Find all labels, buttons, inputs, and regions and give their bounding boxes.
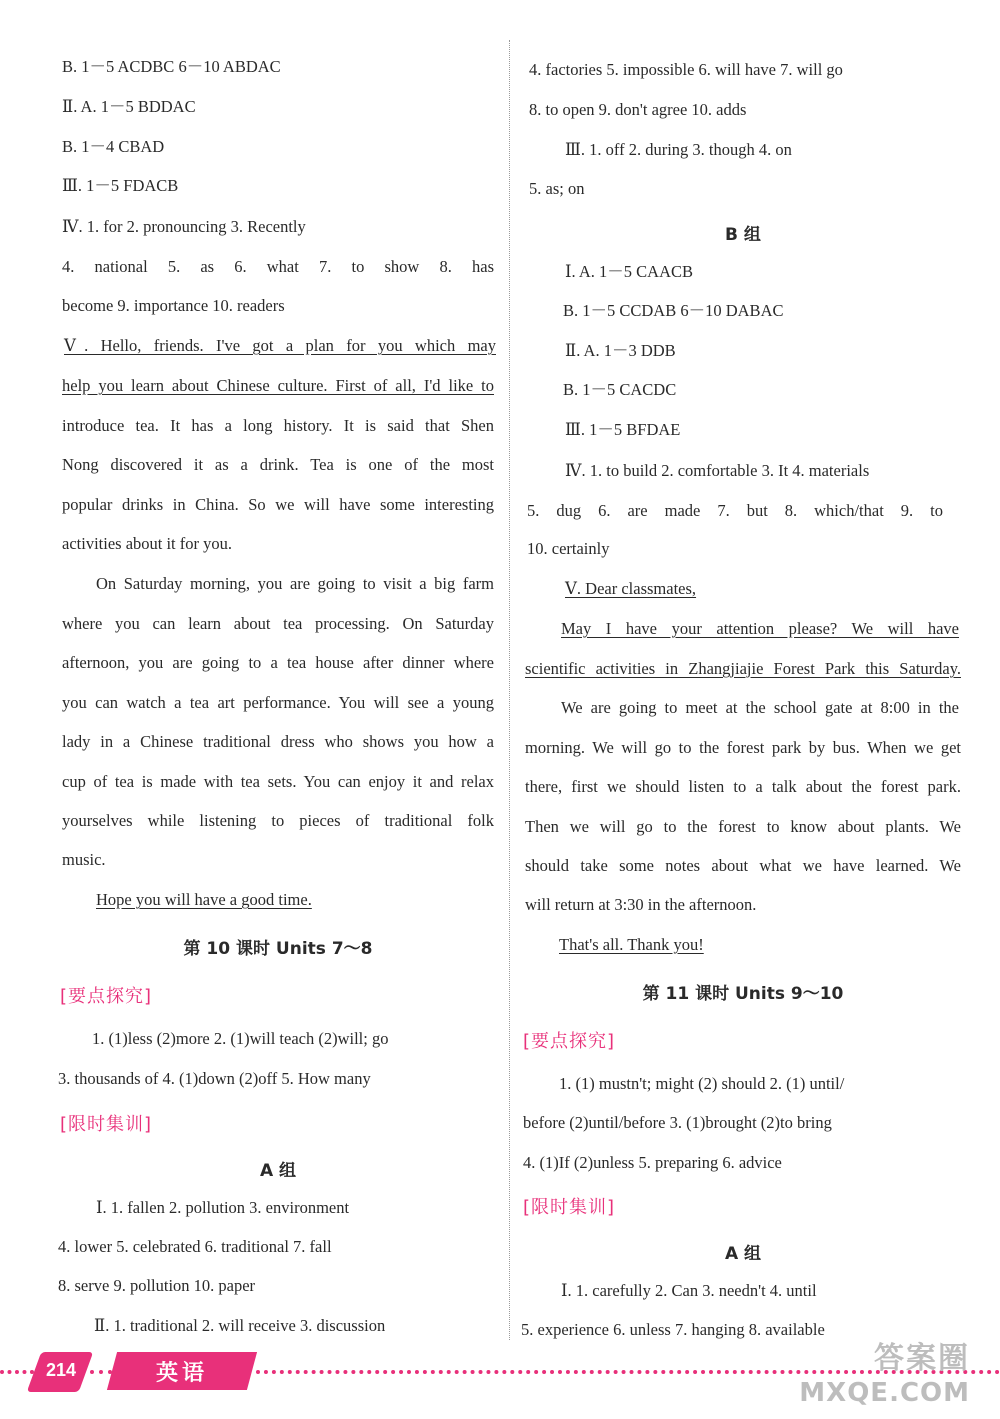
answer-line: 1. (1)less (2)more 2. (1)will teach (2)will; go	[92, 1029, 389, 1048]
answer-line: 10. certainly	[527, 539, 610, 558]
answer-line: Ⅰ. 1. fallen 2. pollution 3. environment	[96, 1198, 350, 1217]
page-number: 214	[45, 1360, 77, 1380]
section-tag: [限时集训]	[523, 1197, 616, 1218]
essay-line: Then we will go to the forest to know about plants. We	[525, 817, 961, 836]
answer-line: 4. lower 5. celebrated 6. traditional 7. fall	[58, 1237, 332, 1256]
essay-line: will return at 3:30 in the afternoon.	[525, 895, 757, 914]
essay-line: Ⅴ. Dear classmates,	[565, 579, 697, 598]
essay-line: scientific activities in Zhangjiajie Forest Park this Saturday.	[525, 659, 961, 678]
essay-line: popular drinks in China. So we will have some interesting	[62, 495, 494, 514]
answer-line: Ⅳ. 1. for 2. pronouncing 3. Recently	[62, 217, 306, 236]
essay-line: music.	[62, 850, 106, 869]
answer-line: Ⅱ. A. 1－3 DDB	[565, 341, 676, 360]
answer-line: 5. dug 6. are made 7. but 8. which/that 9. to	[527, 501, 943, 520]
group-heading: A 组	[259, 1161, 297, 1181]
watermark-line: 答案圈	[874, 1341, 970, 1376]
essay-line: lady in a Chinese traditional dress who shows you how a	[62, 732, 494, 751]
lesson-title: 第 10 课时 Units 7～8	[183, 939, 373, 959]
essay-line: Ⅴ. Hello, friends. I've got a plan for you which may	[64, 336, 496, 355]
essay-line: We are going to meet at the school gate at 8:00 in the	[561, 698, 959, 717]
essay-line: should take some notes about what we have learned. We	[525, 856, 961, 875]
answer-line: Ⅱ. 1. traditional 2. will receive 3. discussion	[94, 1316, 386, 1335]
essay-line: On Saturday morning, you are going to visit a big farm	[96, 574, 494, 593]
essay-line: there, first we should listen to a talk about the forest park.	[525, 777, 961, 796]
page-footer	[0, 1340, 1000, 1408]
subject-label: 英语	[155, 1361, 208, 1386]
answer-line: Ⅳ. 1. to build 2. comfortable 3. It 4. materials	[565, 461, 870, 480]
answer-line: before (2)until/before 3. (1)brought (2)to bring	[523, 1113, 832, 1132]
section-tag: [限时集训]	[60, 1114, 153, 1135]
essay-line: help you learn about Chinese culture. First of all, I'd like to	[62, 376, 494, 395]
essay-line: activities about it for you.	[62, 534, 233, 553]
footer-dots-mid	[90, 1370, 112, 1374]
essay-line: Nong discovered it as a drink. Tea is one of the most	[62, 455, 494, 474]
answer-line: 4. national 5. as 6. what 7. to show 8. has	[62, 257, 494, 276]
answer-line: become 9. importance 10. readers	[62, 296, 285, 315]
answer-line: 5. as; on	[529, 179, 585, 198]
essay-line: Hope you will have a good time.	[96, 890, 312, 909]
footer-dots-left	[0, 1370, 34, 1374]
answer-line: 4. (1)If (2)unless 5. preparing 6. advice	[523, 1153, 782, 1172]
essay-line: yourselves while listening to pieces of traditional folk	[62, 811, 494, 830]
lesson-title: 第 11 课时 Units 9～10	[642, 984, 844, 1004]
column-divider	[509, 40, 510, 1340]
group-heading: B 组	[725, 225, 761, 245]
answer-line: 4. factories 5. impossible 6. will have 7. will go	[529, 60, 843, 79]
answer-line: 3. thousands of 4. (1)down (2)off 5. How many	[58, 1069, 371, 1088]
answer-line: Ⅲ. 1. off 2. during 3. though 4. on	[565, 140, 792, 159]
essay-line: introduce tea. It has a long history. It is said that Shen	[62, 416, 494, 435]
group-heading: A 组	[724, 1244, 762, 1264]
essay-line: afternoon, you are going to a tea house after dinner where	[62, 653, 494, 672]
answer-line: 8. serve 9. pollution 10. paper	[58, 1276, 256, 1295]
answer-line: B. 1－4 CBAD	[62, 137, 165, 156]
answer-line: Ⅲ. 1－5 FDACB	[62, 176, 179, 195]
answer-line: B. 1－5 CCDAB 6－10 DABAC	[563, 301, 784, 320]
answer-line: Ⅰ. 1. carefully 2. Can 3. needn't 4. until	[561, 1281, 817, 1300]
answer-line: Ⅲ. 1－5 BFDAE	[565, 420, 681, 439]
watermark-line: MXQE.COM	[799, 1378, 970, 1408]
answer-line: B. 1－5 CACDC	[563, 380, 677, 399]
essay-line: you can watch a tea art performance. You will see a young	[62, 693, 494, 712]
essay-line: May I have your attention please? We will have	[561, 619, 959, 638]
watermark	[799, 1342, 970, 1410]
answer-line: B. 1－5 ACDBC 6－10 ABDAC	[62, 57, 281, 76]
essay-line: where you can learn about tea processing. On Saturday	[62, 614, 494, 633]
answer-line: 5. experience 6. unless 7. hanging 8. available	[521, 1320, 825, 1339]
essay-line: cup of tea is made with tea sets. You can enjoy it and relax	[62, 772, 494, 791]
section-tag: [要点探究]	[60, 986, 153, 1007]
answer-line: 8. to open 9. don't agree 10. adds	[529, 100, 747, 119]
section-tag: [要点探究]	[523, 1031, 616, 1052]
essay-line: morning. We will go to the forest park by bus. When we get	[525, 738, 961, 757]
answer-line: Ⅱ. A. 1－5 BDDAC	[62, 97, 196, 116]
answer-line: 1. (1) mustn't; might (2) should 2. (1) until/	[559, 1074, 845, 1093]
answer-line: Ⅰ. A. 1－5 CAACB	[565, 262, 693, 281]
essay-line: That's all. Thank you!	[559, 935, 704, 954]
